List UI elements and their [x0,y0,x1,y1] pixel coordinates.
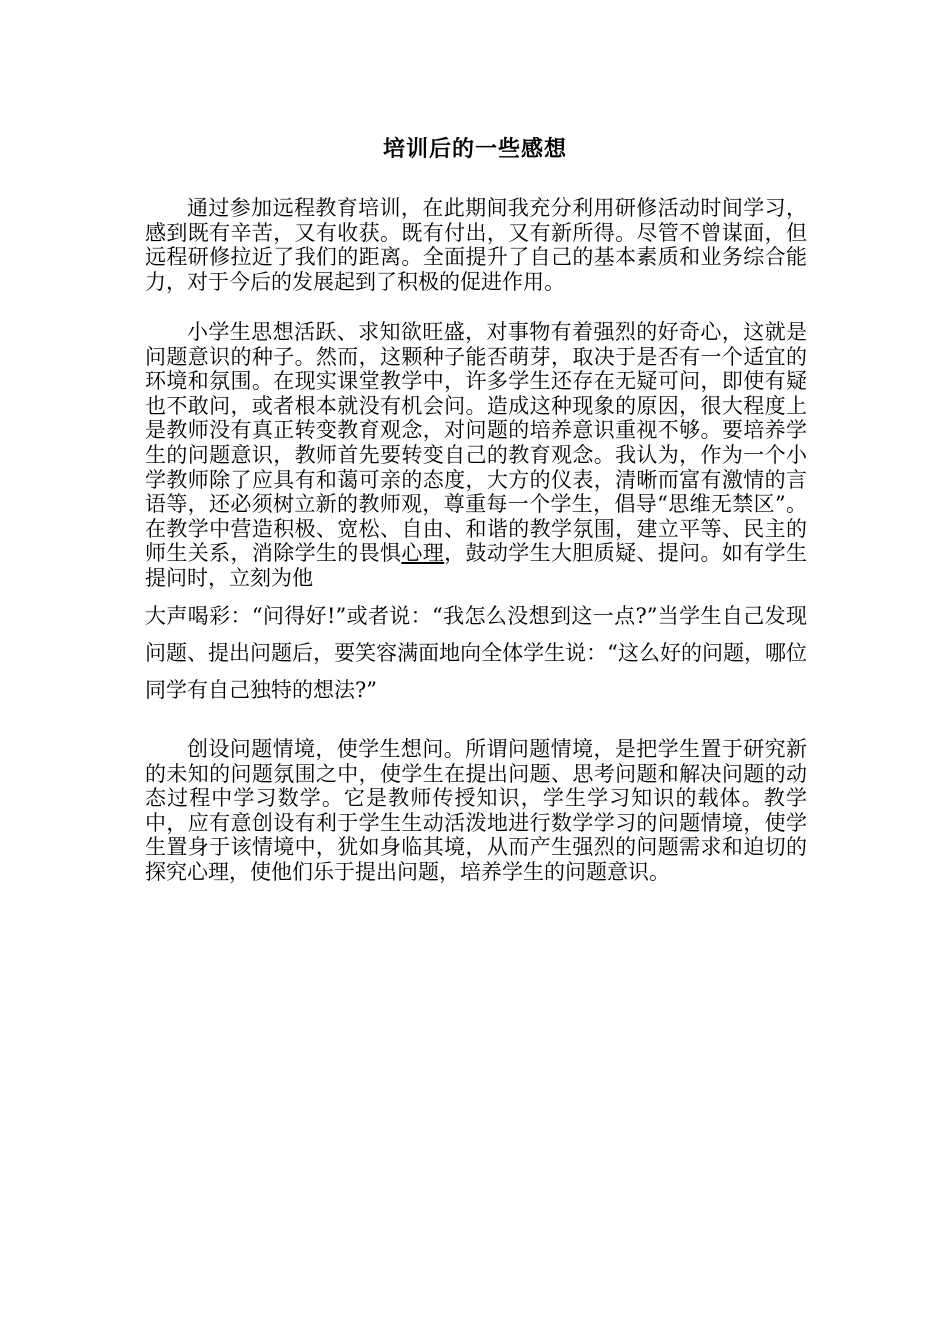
paragraph-3: 创设问题情境，使学生想问。所谓问题情境，是把学生置于研究新的未知的问题氛围之中，使学生在提出问题、思考问题和解决问题的动态过程中学习数学。它是教师传授知识，学生学习知识的载体。教学中，应有意创设有利于学生生动活泼地进行数学学习的问题情境，使学生置身于该情境中，犹如身临其境，从而产生强烈的问题需求和迫切的探究心理，使他们乐于提出问题，培养学生的问题意识。 [145,737,807,884]
paragraph-1: 通过参加远程教育培训，在此期间我充分利用研修活动时间学习，感到既有辛苦，又有收获。既有付出，又有新所得。尽管不曾谋面，但远程研修拉近了我们的距离。全面提升了自己的基本素质和业务综合能力，对于今后的发展起到了积极的促进作用。 [145,196,807,294]
paragraph-2-tail: 大声喝彩：“问得好!”或者说：“我怎么没想到这一点?”当学生自己发现问题、提出问题后，要笑容满面地向全体学生说：“这么好的问题，哪位同学有自己独特的想法?” [145,603,807,702]
paragraph-2-part-1: 小学生思想活跃、求知欲旺盛，对事物有着强烈的好奇心，这就是问题意识的种子。然而，这颗种子能否萌芽，取决于是否有一个适宜的环境和氛围。在现实课堂教学中，许多学生还存在无疑可问，即使有疑也不敢问，或者根本就没有机会问。造成这种现象的原因，很大程度上是教师没有真正转变教育观念，对问题的培养意识重视不够。要培养学生的问题意识，教师首先要转变自己的教育观念。我认为，作为一个小学教师除了应具有和蔼可亲的态度，大方的仪表，清晰而富有激情的言语等，还必须树立新的教师观，尊重每一个学生，倡导“思维无禁区”。在教学中营造积极、宽松、自由、和谐的教学氛围，建立平等、民主的师生关系，消除学生的畏惧 [145,320,807,566]
paragraph-2-part-2: ，鼓动学生大胆质疑、提问。如有学生提问时，立刻为他 [145,541,808,590]
underlined-word: 心理 [401,541,445,566]
paragraph-2 [145,320,807,709]
document-title: 培训后的一些感想 [382,137,567,162]
